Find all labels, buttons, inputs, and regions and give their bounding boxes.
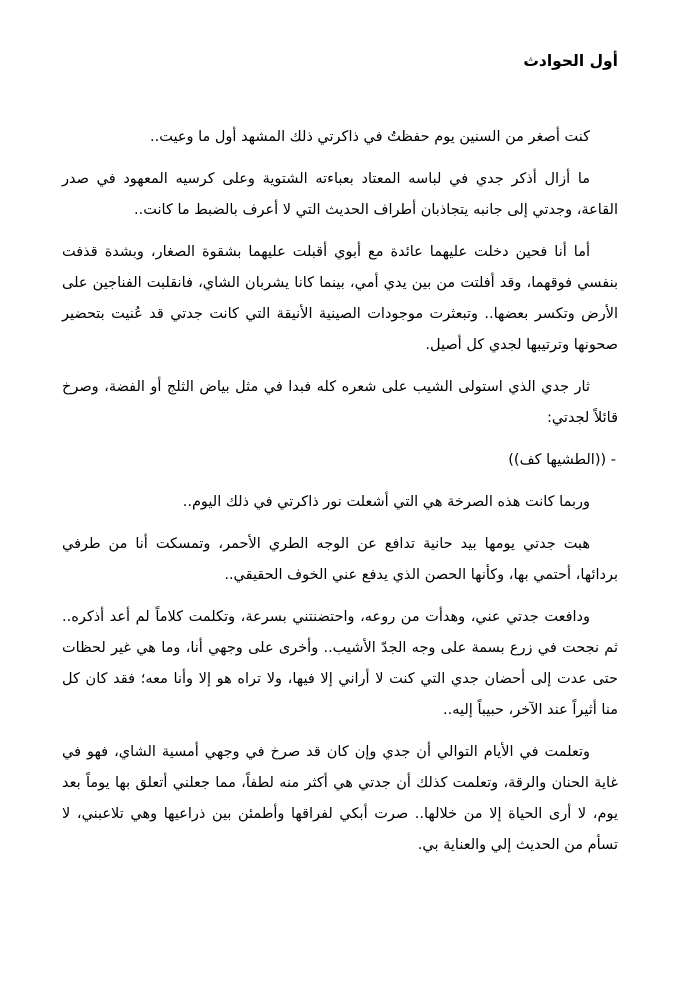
- paragraph: ما أزال أذكر جدي في لباسه المعتاد بعباءته الشتوية وعلى كرسيه المعهود في صدر القاعة، وجدتي إلى جانبه يتجاذبان أطراف الحديث التي لا أعرف بالضبط ما كانت..: [62, 171, 618, 218]
- paragraph: وتعلمت في الأيام التوالي أن جدي وإن كان قد صرخ في وجهي أمسية الشاي، فهو في غاية الحنان والرقة، وتعلمت كذلك أن جدتي هي أكثر منه لطفاً، مما جعلني أتعلق بها يوماً بعد يوم، لا أرى الحياة إلا من خلالها.. صرت أبكي لفراقها وأطمئن بين ذراعيها وهي تلاعبني، لا تسأم من الحديث إلي والعناية بي.: [62, 744, 618, 853]
- paragraph: وربما كانت هذه الصرخة هي التي أشعلت نور ذاكرتي في ذلك اليوم..: [182, 494, 590, 510]
- paragraph: هبت جدتي يومها بيد حانية تدافع عن الوجه الطري الأحمر، وتمسكت أنا من طرفي بردائها، أحتمي بها، وكأنها الحصن الذي يدفع عني الخوف الحقيقي..: [62, 536, 618, 583]
- paragraph: ودافعت جدتي عني، وهدأت من روعه، واحتضنتني بسرعة، وتكلمت كلاماً لم أعد أذكره.. ثم نجحت في زرع بسمة على وجه الجدّ الأشيب.. وأخرى على وجهي أنا، وما هي غير لحظات حتى عدت إلى أحضان جدي التي كنت لا أراني إلا فيها، ولا تراه هو إلا وأنا معه؛ فقد كان كل منا أثيراً عند الآخر، حبيباً إليه..: [62, 609, 618, 718]
- paragraph: ثار جدي الذي استولى الشيب على شعره كله فبدا في مثل بياض الثلج أو الفضة، وصرخ قائلاً لجدتي:: [62, 379, 618, 426]
- document-title: أول الحوادث: [523, 52, 618, 70]
- paragraph: أما أنا فحين دخلت عليهما عائدة مع أبوي أقبلت عليهما بشقوة الصغار، وبشدة قذفت بنفسي فوقهما، وقد أفلتت من بين يدي أمي، بينما كانا يشربان الشاي، فانقلبت الفناجين على الأرض وتكسر بعضها.. وتبعثرت موجودات الصينية الأنيقة التي كانت جدتي قد عُنيت بتحضير صحونها وترتيبها لجدي كل أصيل.: [62, 244, 618, 353]
- document-body: [62, 50, 618, 872]
- paragraph: كنت أصغر من السنين يوم حفظتُ في ذاكرتي ذلك المشهد أول ما وعيت..: [150, 129, 590, 145]
- quoted-line: - ((الطشيها كف)): [508, 452, 616, 468]
